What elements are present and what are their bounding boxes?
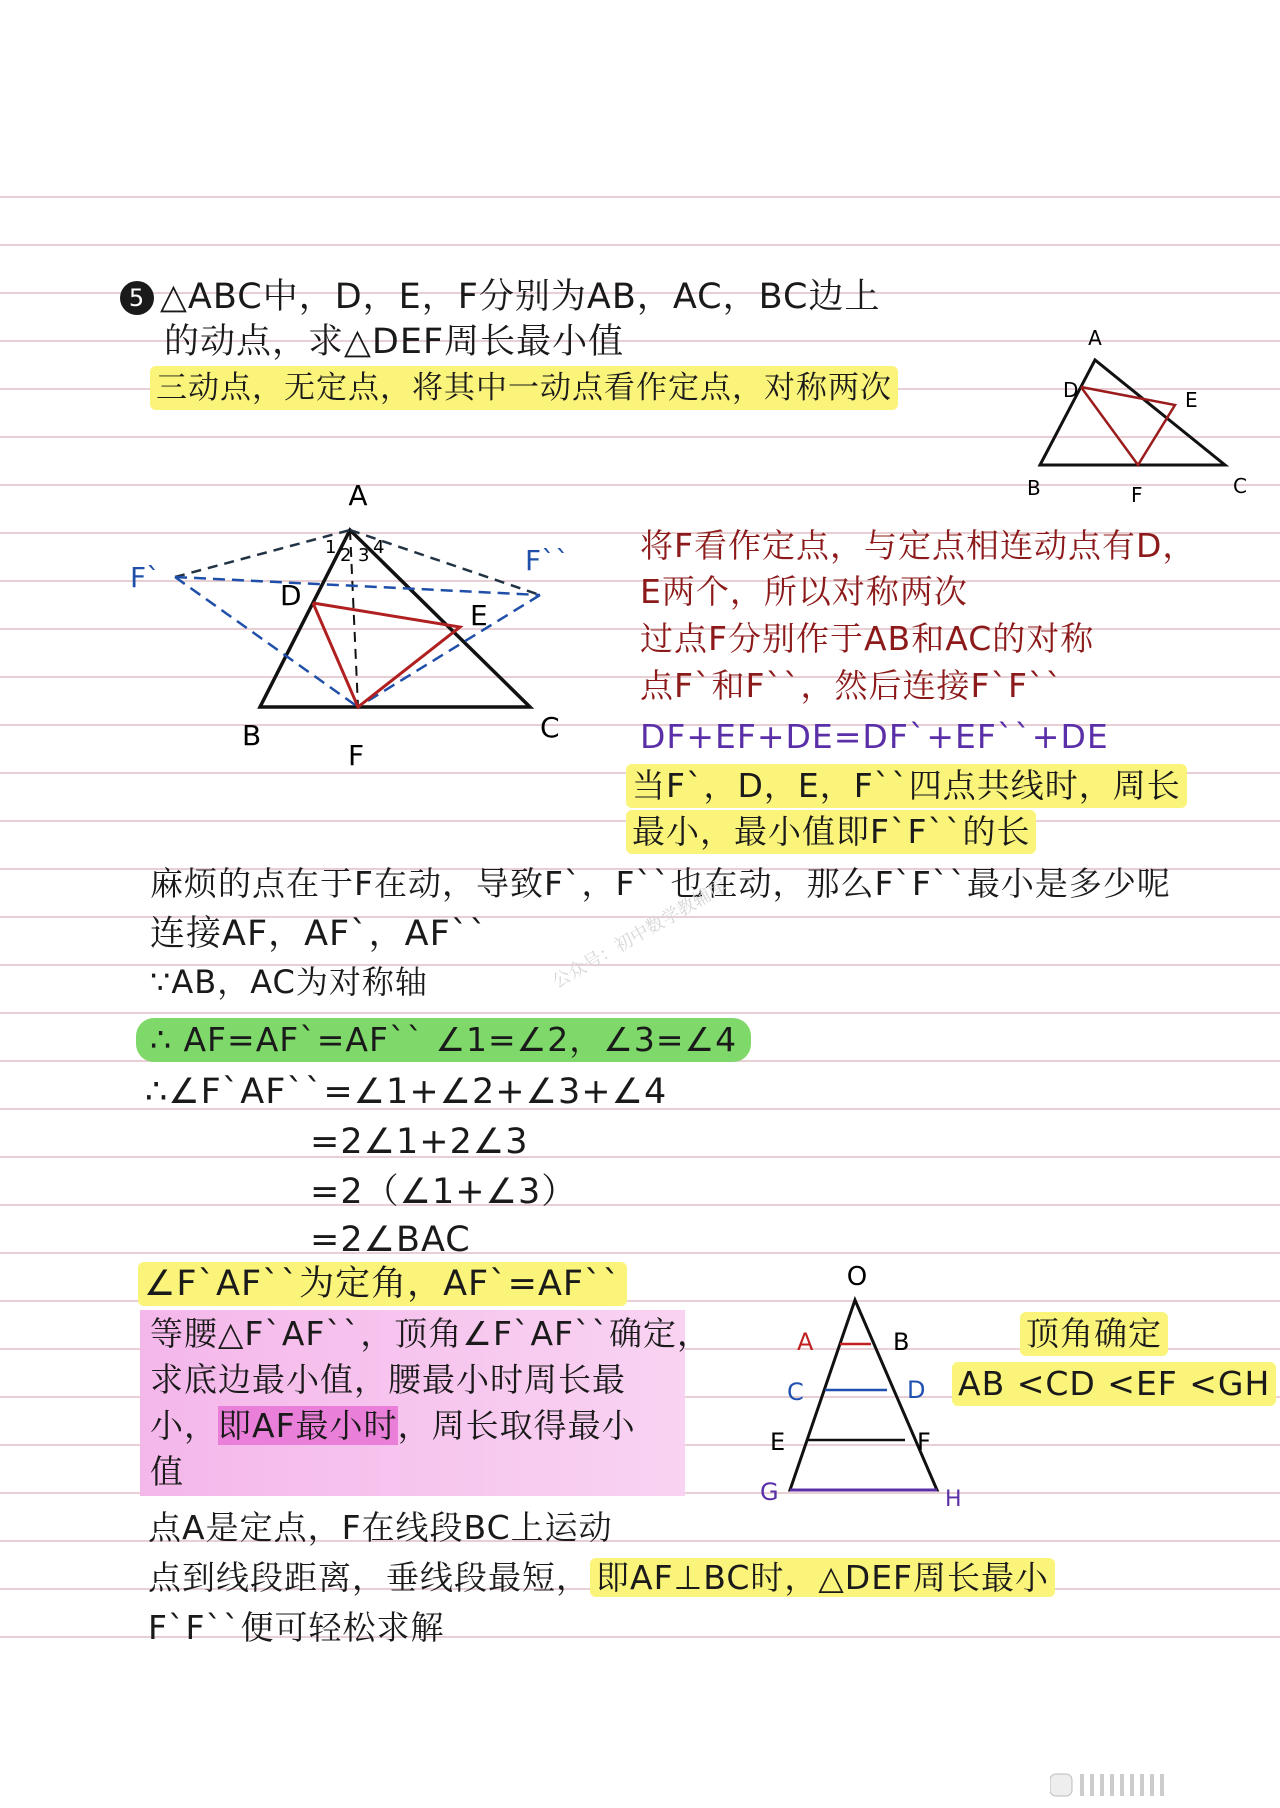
angle-label-4: 4: [373, 537, 385, 558]
angle-label-3: 3: [358, 545, 370, 566]
small-label-A: A: [1088, 326, 1102, 350]
iso-label-B: B: [893, 1328, 910, 1356]
body-line-2: 连接AF，AF`，AF``: [150, 914, 488, 954]
main-label-F-double-prime: F``: [525, 544, 570, 577]
body-line-3: ∵AB，AC为对称轴: [150, 963, 428, 1001]
main-label-E: E: [470, 599, 488, 632]
iso-label-O: O: [846, 1262, 868, 1292]
bottom-bars-icon: [1050, 1770, 1250, 1800]
iso-label-A: A: [797, 1328, 814, 1356]
body-line-13: F`F``便可轻松求解: [148, 1608, 445, 1647]
body-line-4-highlight: ∴ AF=AF`=AF`` ∠1=∠2，∠3=∠4: [136, 1018, 751, 1062]
main-label-A: A: [348, 479, 368, 512]
body-line-6: =2∠1+2∠3: [310, 1122, 529, 1162]
note-line-3-post: ，周长取得最小: [397, 1406, 636, 1445]
body-line-8: =2∠BAC: [310, 1220, 471, 1260]
note-line-3-pre: 小，: [150, 1406, 218, 1445]
hint-highlight: 三动点，无定点，将其中一动点看作定点，对称两次: [150, 366, 898, 410]
main-triangle-figure: [130, 475, 610, 775]
body-line-1: 麻烦的点在于F在动，导致F`，F``也在动，那么F`F``最小是多少呢: [150, 864, 1171, 903]
angle-label-1: 1: [325, 537, 337, 558]
watermark: 公众号：初中数学教辅库: [548, 875, 731, 993]
explain-equation: DF+EF+DE=DF`+EF``+DE: [640, 717, 1109, 756]
body-line-11: 点A是定点，F在线段BC上运动: [148, 1508, 613, 1547]
problem-line-2: 的动点，求△DEF周长最小值: [164, 322, 625, 362]
small-label-B: B: [1027, 476, 1041, 500]
iso-note-title: 顶角确定: [1020, 1312, 1168, 1356]
iso-label-H: H: [945, 1487, 962, 1512]
note-line-4: 值: [150, 1452, 184, 1491]
problem-text-1: △ABC中，D，E，F分别为AB，AC，BC边上: [160, 277, 881, 317]
isosceles-figure: [745, 1250, 975, 1515]
body-line-12: [148, 1556, 1055, 1600]
main-label-D: D: [280, 579, 302, 612]
explain-highlight-2: 最小，最小值即F`F``的长: [626, 810, 1036, 854]
small-label-F: F: [1131, 483, 1143, 507]
note-line-3-highlight: 即AF最小时: [218, 1406, 398, 1445]
note-line-2: 求底边最小值，腰最小时周长最: [150, 1360, 626, 1399]
explain-line-4: 点F`和F``，然后连接F`F``: [640, 666, 1063, 705]
body-line-7: =2（∠1+∠3）: [310, 1172, 578, 1212]
explain-highlight-1: 当F`，D，E，F``四点共线时，周长: [626, 764, 1187, 808]
body-line-12-highlight: 即AF⊥BC时，△DEF周长最小: [590, 1558, 1055, 1597]
iso-label-G: G: [760, 1478, 779, 1506]
iso-note-inequality: AB <CD <EF <GH: [952, 1362, 1276, 1406]
note-line-1: 等腰△F`AF``，顶角∠F`AF``确定，: [150, 1314, 712, 1353]
iso-label-E: E: [770, 1428, 786, 1456]
small-label-E: E: [1185, 388, 1198, 412]
small-label-D: D: [1063, 378, 1079, 402]
main-label-F: F: [348, 739, 365, 772]
main-label-C: C: [540, 711, 560, 744]
angle-label-2: 2: [340, 545, 352, 566]
iso-label-C: C: [787, 1378, 804, 1406]
note-line-3: [150, 1404, 636, 1448]
main-label-B: B: [242, 719, 262, 752]
main-label-F-prime: F`: [130, 561, 161, 594]
explain-line-3: 过点F分别作于AB和AC的对称: [640, 619, 1095, 658]
iso-label-F: F: [917, 1428, 931, 1456]
bottom-decoration: [1050, 1770, 1250, 1800]
explain-line-1: 将F看作定点，与定点相连动点有D，: [640, 526, 1197, 565]
small-triangle-figure: [1015, 315, 1255, 515]
body-line-5: ∴∠F`AF``=∠1+∠2+∠3+∠4: [145, 1072, 668, 1112]
body-line-12-pre: 点到线段距离，垂线段最短，: [148, 1558, 590, 1597]
problem-line-1: [120, 275, 880, 319]
iso-label-D: D: [907, 1376, 926, 1404]
problem-number-badge: 5: [120, 281, 154, 315]
body-line-9-highlight: ∠F`AF``为定角，AF`=AF``: [138, 1262, 627, 1306]
small-label-C: C: [1233, 474, 1247, 498]
explain-line-2: E两个，所以对称两次: [640, 572, 968, 611]
